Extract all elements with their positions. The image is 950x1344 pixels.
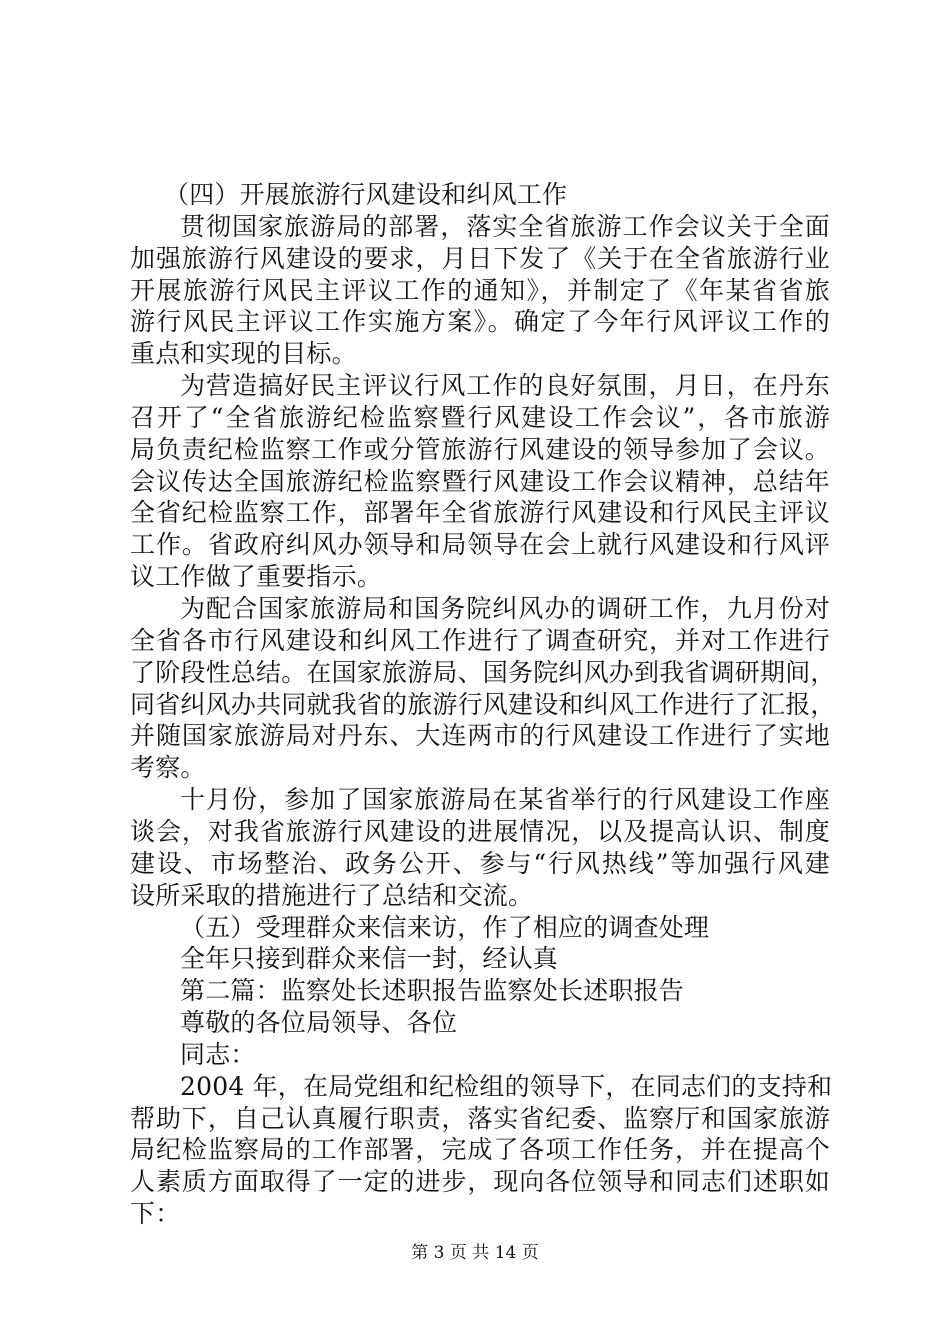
paragraph-line: 考察。 [130, 753, 206, 783]
paragraph-line: 为营造搞好民主评议行风工作的良好氛围，月日，在丹东 [180, 371, 830, 401]
paragraph-line: 全省各市行风建设和纠风工作进行了调查研究，并对工作进行 [130, 625, 830, 655]
paragraph-line: 全年只接到群众来信一封，经认真 [180, 944, 559, 974]
section-heading-4: （四）开展旅游行风建设和纠风工作 [164, 180, 568, 209]
paragraph-line: 议工作做了重要指示。 [130, 562, 383, 592]
paragraph-line: 贯彻国家旅游局的部署，落实全省旅游工作会议关于全面 [180, 211, 830, 241]
paragraph-line: 了阶段性总结。在国家旅游局、国务院纠风办到我省调研期间， [130, 657, 836, 687]
paragraph-line: 帮助下，自己认真履行职责，落实省纪委、监察厅和国家旅游 [130, 1103, 830, 1133]
paragraph-line: 加强旅游行风建设的要求，月日下发了《关于在全省旅游行业 [130, 243, 830, 273]
paragraph-line: 局纪检监察局的工作部署，完成了各项工作任务，并在提高个 [130, 1135, 830, 1165]
salutation-line: 尊敬的各位局领导、各位 [180, 1008, 458, 1038]
chapter-heading: 第二篇：监察处长述职报告监察处长述职报告 [180, 976, 685, 1006]
paragraph-line: 设所采取的措施进行了总结和交流。 [130, 880, 534, 910]
paragraph-line: 工作。省政府纠风办领导和局领导在会上就行风建设和行风评 [130, 530, 830, 560]
paragraph-line: 为配合国家旅游局和国务院纠风办的调研工作，九月份对 [180, 594, 830, 624]
section-heading-5: （五）受理群众来信来访，作了相应的调查处理 [180, 912, 710, 942]
paragraph-line: 重点和实现的目标。 [130, 339, 357, 369]
paragraph-line: 开展旅游行风民主评议工作的通知》，并制定了《年某省省旅 [130, 275, 830, 305]
paragraph-line: 会议传达全国旅游纪检监察暨行风建设工作会议精神，总结年 [130, 466, 830, 496]
paragraph-line: 并随国家旅游局对丹东、大连两市的行风建设工作进行了实地 [130, 721, 830, 751]
paragraph-line: 同省纠风办共同就我省的旅游行风建设和纠风工作进行了汇报， [130, 689, 836, 719]
paragraph-line: 下： [130, 1199, 181, 1229]
salutation-line: 同志： [180, 1039, 256, 1069]
paragraph-line: 召开了“全省旅游纪检监察暨行风建设工作会议”，各市旅游 [130, 402, 830, 432]
paragraph-line: 建设、市场整治、政务公开、参与“行风热线”等加强行风建 [130, 848, 830, 878]
paragraph-line: 谈会，对我省旅游行风建设的进展情况，以及提高认识、制度 [130, 816, 830, 846]
paragraph-line: 2004 年，在局党组和纪检组的领导下，在同志们的支持和 [180, 1071, 833, 1101]
paragraph-line: 全省纪检监察工作，部署年全省旅游行风建设和行风民主评议 [130, 498, 830, 528]
paragraph-line: 十月份，参加了国家旅游局在某省举行的行风建设工作座 [180, 785, 830, 815]
paragraph-line: 局负责纪检监察工作或分管旅游行风建设的领导参加了会议。 [130, 434, 830, 464]
paragraph-line: 游行风民主评议工作实施方案》。确定了今年行风评议工作的 [130, 307, 830, 337]
paragraph-line: 人素质方面取得了一定的进步，现向各位领导和同志们述职如 [130, 1167, 830, 1197]
page-footer: 第 3 页 共 14 页 [411, 1243, 539, 1263]
